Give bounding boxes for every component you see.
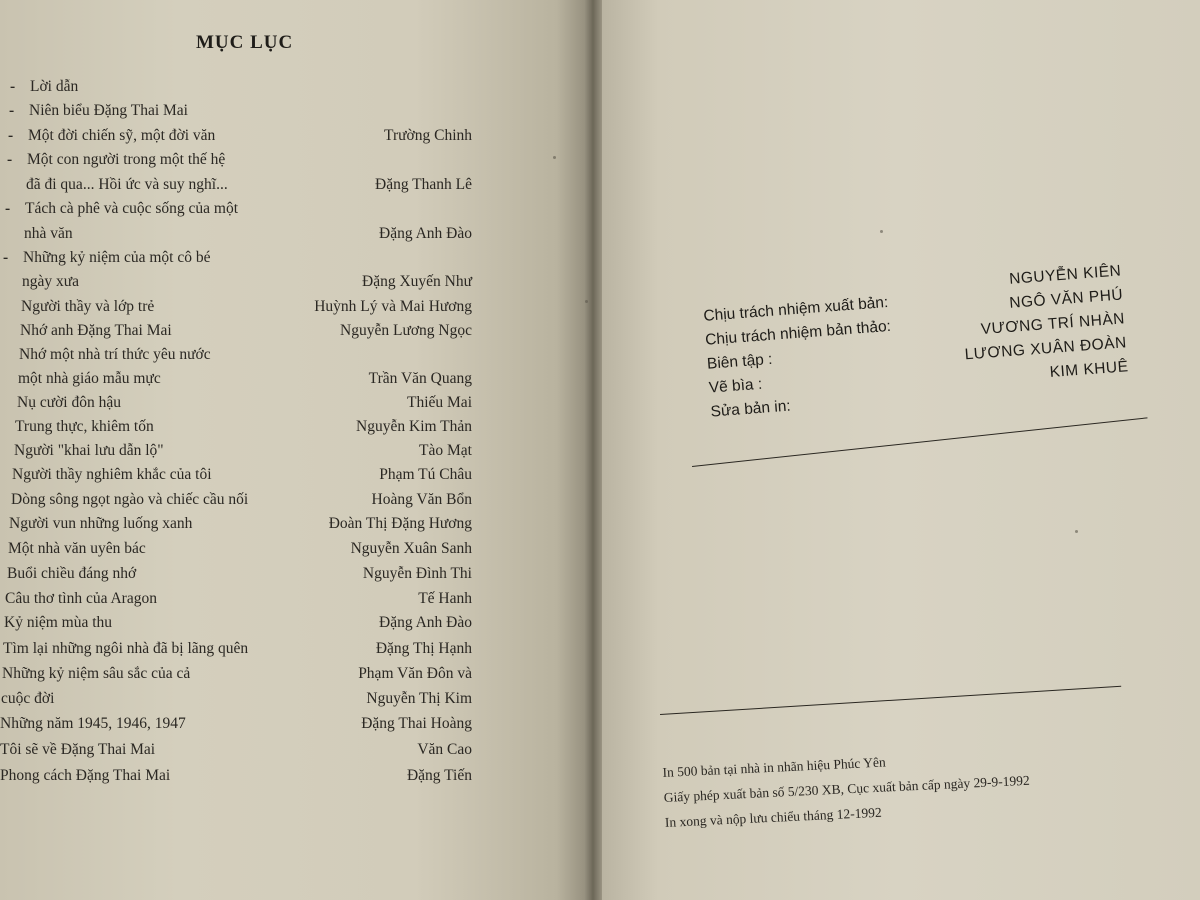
toc-entry-title: Người thầy và lớp trẻ (21, 298, 155, 315)
toc-entry (21, 298, 472, 320)
toc-entry (17, 394, 472, 416)
toc-entry-author: Đặng Anh Đào (379, 614, 472, 631)
toc-entry-author: Thiếu Mai (407, 394, 472, 411)
toc-entry-author: Trần Văn Quang (368, 370, 472, 387)
toc-entry-author: Nguyễn Đình Thi (362, 565, 472, 582)
toc-entry-author: Văn Cao (417, 741, 472, 758)
toc-entry (26, 176, 472, 198)
credit-label: Chịu trách nhiệm bản thảo: (704, 317, 892, 349)
toc-entry-title: Người vun những luống xanh (9, 515, 193, 532)
toc-entry-title: Một con người trong một thế hệ (27, 151, 226, 168)
toc-entry (2, 665, 472, 687)
toc-entry-title: Nụ cười đôn hậu (17, 394, 121, 411)
paper-speck (880, 230, 883, 233)
toc-entry-author: Nguyễn Kim Thản (356, 418, 472, 435)
toc-entry-title: Người "khai lưu dẫn lộ" (14, 442, 164, 459)
toc-entry-title: ngày xưa (22, 273, 80, 290)
imprint-line: In 500 bản tại nhà in nhãn hiệu Phúc Yên (662, 754, 887, 780)
toc-entry-title: Người thầy nghiêm khắc của tôi (12, 466, 212, 483)
credit-label: Vẽ bìa : (708, 375, 763, 397)
toc-entry-author: Đặng Tiến (406, 767, 472, 784)
toc-entry-author: Nguyễn Xuân Sanh (350, 540, 472, 557)
toc-entry-title: Những kỷ niệm sâu sắc của cả (2, 665, 191, 682)
toc-entry-title: Dòng sông ngọt ngào và chiếc cầu nối (11, 491, 249, 508)
paper-speck (1075, 530, 1078, 533)
toc-entry (15, 418, 472, 440)
toc-bullet: - (8, 127, 14, 144)
toc-entry-author: Đặng Thị Hạnh (375, 640, 472, 657)
toc-entry-author: Đặng Anh Đào (379, 225, 472, 242)
publication-credits (700, 237, 1152, 440)
toc-entry-title: nhà văn (24, 225, 73, 242)
toc-bullet: - (5, 200, 11, 217)
paper-speck (553, 156, 556, 159)
toc-entry-author: Đặng Xuyến Như (362, 273, 472, 290)
toc-entry-title: Một nhà văn uyên bác (8, 540, 146, 557)
credit-label: Sửa bản in: (710, 397, 792, 421)
toc-bullet: - (7, 151, 13, 168)
toc-entry (7, 565, 472, 587)
toc-entry (24, 225, 472, 247)
toc-entry-title: đã đi qua... Hồi ức và suy nghĩ... (26, 176, 228, 193)
toc-entry-author: Tào Mạt (419, 442, 472, 459)
credit-value: LƯƠNG XUÂN ĐOÀN (964, 334, 1128, 364)
toc-entry-title: Tách cà phê và cuộc sống của một (25, 200, 239, 217)
credit-label: Biên tập : (706, 350, 774, 373)
toc-entry (18, 370, 472, 392)
toc-entry-author: Trường Chinh (384, 127, 472, 144)
toc-entry-author: Hoàng Văn Bổn (371, 491, 472, 508)
toc-entry-author: Đặng Thai Hoàng (361, 715, 472, 732)
toc-entry-author: Phạm Tú Châu (379, 466, 472, 483)
toc-entry (3, 640, 472, 662)
toc-bullet: - (10, 78, 16, 95)
toc-entry-author: Tế Hanh (418, 590, 472, 607)
imprint-line: In xong và nộp lưu chiểu tháng 12-1992 (664, 804, 882, 830)
credit-value: NGÔ VĂN PHÚ (1008, 286, 1124, 312)
toc-entry (19, 346, 472, 368)
toc-entry-title: Niên biểu Đặng Thai Mai (29, 102, 188, 119)
toc-entry-title: Lời dẫn (30, 78, 79, 95)
toc-entry (22, 273, 472, 295)
toc-entry-title: Kỷ niệm mùa thu (4, 614, 113, 631)
toc-entry (11, 491, 472, 513)
imprint-line: Giấy phép xuất bản số 5/230 XB, Cục xuất bản cấp ngày 29-9-1992 (663, 772, 1031, 805)
toc-entry (1, 690, 472, 712)
toc-entry-title: Một đời chiến sỹ, một đời văn (28, 127, 216, 144)
toc-entry-title: Những kỷ niệm của một cô bé (23, 249, 211, 266)
toc-entry-title: cuộc đời (1, 690, 55, 707)
toc-entry-title: Tìm lại những ngôi nhà đã bị lãng quên (3, 640, 249, 657)
toc-entry-author: Nguyễn Thị Kim (366, 690, 472, 707)
toc-entry-author: Huỳnh Lý và Mai Hương (314, 298, 472, 315)
toc-entry-author: Nguyễn Lương Ngọc (340, 322, 472, 339)
credit-value: NGUYỄN KIÊN (1008, 262, 1122, 288)
toc-entry (0, 767, 472, 789)
toc-entry (5, 200, 472, 222)
toc-entry-title: Trung thực, khiêm tốn (15, 418, 154, 435)
toc-bullet: - (3, 249, 9, 266)
credit-label: Chịu trách nhiệm xuất bản: (702, 294, 889, 325)
toc-entry-title: Nhớ một nhà trí thức yêu nước (19, 346, 211, 363)
book-gutter (584, 0, 602, 900)
toc-entry (8, 127, 472, 149)
toc-entry (0, 741, 472, 763)
credit-value: KIM KHUÊ (1049, 358, 1130, 382)
toc-entry-title: Những năm 1945, 1946, 1947 (0, 715, 186, 732)
toc-entry (8, 540, 472, 562)
toc-bullet: - (9, 102, 15, 119)
toc-entry (12, 466, 472, 488)
toc-entry (3, 249, 472, 271)
toc-entry-author: Đoàn Thị Đặng Hương (328, 515, 472, 532)
toc-title: MỤC LỤC (196, 32, 294, 53)
toc-entry (10, 78, 472, 100)
toc-entry-author: Đặng Thanh Lê (375, 176, 472, 193)
toc-entry (9, 102, 472, 124)
paper-speck (585, 300, 588, 303)
toc-entry-author: Phạm Văn Đôn và (358, 665, 472, 682)
toc-entry (4, 614, 472, 636)
toc-entry (20, 322, 472, 344)
toc-entry (7, 151, 472, 173)
toc-entry-title: Buổi chiều đáng nhớ (7, 565, 137, 582)
toc-entry-title: Câu thơ tình của Aragon (5, 590, 157, 607)
toc-entry-title: Phong cách Đặng Thai Mai (0, 767, 171, 784)
toc-entry (0, 715, 472, 737)
toc-entry-title: một nhà giáo mẫu mực (18, 370, 161, 387)
toc-entry (9, 515, 472, 537)
toc-entry-title: Nhớ anh Đặng Thai Mai (20, 322, 172, 339)
credit-value: VƯƠNG TRÍ NHÀN (980, 310, 1126, 339)
toc-entry (14, 442, 472, 464)
toc-entry (5, 590, 472, 612)
toc-entry-title: Tôi sẽ về Đặng Thai Mai (0, 741, 156, 758)
